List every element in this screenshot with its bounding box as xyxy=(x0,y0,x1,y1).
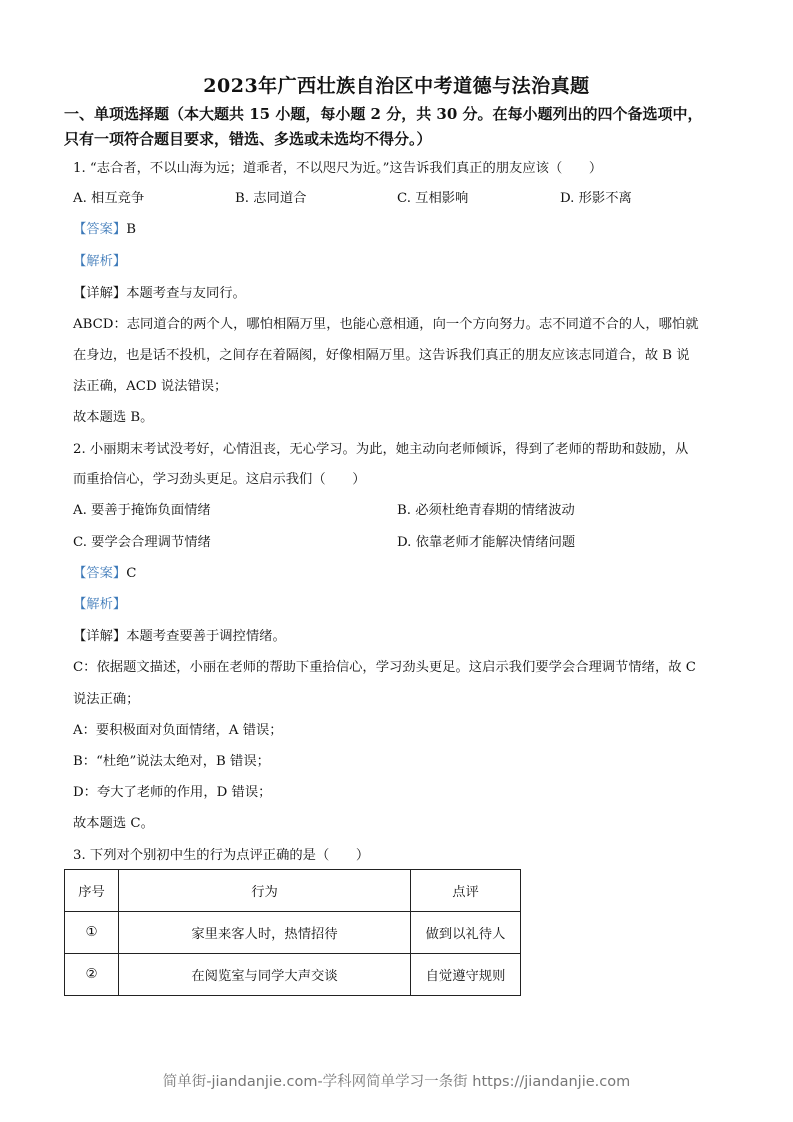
question-2-explanation-line: D：夸大了老师的作用，D 错误； xyxy=(73,785,272,800)
question-1-answer xyxy=(73,221,136,239)
question-2-option-b: B. 必须杜绝青春期的情绪波动 xyxy=(397,503,575,518)
table-cell: 自觉遵守规则 xyxy=(411,954,521,996)
question-1-detail xyxy=(73,285,246,303)
table-cell: 做到以礼待人 xyxy=(411,912,521,954)
section-header-line-2: 只有一项符合题目要求，错选、多选或未选均不得分。） xyxy=(64,130,432,148)
answer-label: 【答案】 xyxy=(73,566,127,581)
question-2-detail xyxy=(73,628,286,646)
detail-label: 【详解】 xyxy=(73,629,127,644)
table-header-cell: 行为 xyxy=(119,870,411,912)
table-cell: ① xyxy=(65,912,119,954)
question-2-explanation-line: 说法正确； xyxy=(73,692,140,707)
question-1-option-b: B. 志同道合 xyxy=(235,191,307,206)
table-row xyxy=(65,912,521,954)
question-2-option-d: D. 依靠老师才能解决情绪问题 xyxy=(397,535,576,550)
question-1-explanation-line: 法正确，ACD 说法错误； xyxy=(73,379,228,394)
answer-value: B xyxy=(126,222,136,237)
question-2-explanation-line: C：依据题文描述，小丽在老师的帮助下重拾信心，学习劲头更足。这启示我们要学会合理调节情绪，故 C xyxy=(73,660,696,675)
question-2-explanation-line: A：要积极面对负面情绪，A 错误； xyxy=(73,723,283,738)
table-header-row xyxy=(65,870,521,912)
detail-label: 【详解】 xyxy=(73,286,127,301)
question-2-option-a: A. 要善于掩饰负面情绪 xyxy=(73,503,211,518)
question-2-stem-line-2: 而重拾信心，学习劲头更足。这启示我们（ ） xyxy=(73,472,366,487)
question-2-conclusion: 故本题选 C。 xyxy=(73,816,154,831)
question-1-option-c: C. 互相影响 xyxy=(397,191,469,206)
table-cell: 在阅览室与同学大声交谈 xyxy=(119,954,411,996)
question-2-answer xyxy=(73,565,136,583)
answer-value: C xyxy=(126,566,137,581)
table-header-cell: 点评 xyxy=(411,870,521,912)
question-1-conclusion: 故本题选 B。 xyxy=(73,410,154,425)
question-2-analysis-label: 【解析】 xyxy=(73,597,127,612)
table-cell: 家里来客人时，热情招待 xyxy=(119,912,411,954)
footer-watermark: 简单街-jiandanjie.com-学科网简单学习一条街 https://jiandanjie.com xyxy=(162,1074,631,1090)
detail-text: 本题考查要善于调控情绪。 xyxy=(126,629,286,644)
question-2-explanation-line: B：“杜绝”说法太绝对，B 错误； xyxy=(73,754,270,769)
section-header-line-1: 一、单项选择题（本大题共 15 小题，每小题 2 分，共 30 分。在每小题列出的四个备选项中， xyxy=(64,105,703,123)
question-3-table xyxy=(64,869,521,996)
detail-text: 本题考查与友同行。 xyxy=(126,286,246,301)
question-1-option-d: D. 形影不离 xyxy=(560,191,632,206)
question-1-explanation-line: ABCD：志同道合的两个人，哪怕相隔万里，也能心意相通，向一个方向努力。志不同道不合的人，哪怕就 xyxy=(73,317,699,332)
question-1-analysis-label: 【解析】 xyxy=(73,254,127,269)
table-header-cell: 序号 xyxy=(65,870,119,912)
table-cell: ② xyxy=(65,954,119,996)
question-2-option-c: C. 要学会合理调节情绪 xyxy=(73,535,211,550)
question-1-explanation-line: 在身边，也是话不投机，之间存在着隔阂，好像相隔万里。这告诉我们真正的朋友应该志同道合，故 B 说 xyxy=(73,348,690,363)
answer-label: 【答案】 xyxy=(73,222,127,237)
page-title: 2023年广西壮族自治区中考道德与法治真题 xyxy=(203,75,590,97)
question-1-option-a: A. 相互竞争 xyxy=(73,191,145,206)
question-2-stem-line-1: 2. 小丽期末考试没考好，心情沮丧，无心学习。为此，她主动向老师倾诉，得到了老师的帮助和鼓励，从 xyxy=(73,442,689,457)
question-3-stem: 3. 下列对个别初中生的行为点评正确的是（ ） xyxy=(73,848,370,863)
question-1-stem: 1. “志合者，不以山海为远；道乖者，不以咫尺为近。”这告诉我们真正的朋友应该（ ） xyxy=(73,161,603,176)
table-row xyxy=(65,954,521,996)
